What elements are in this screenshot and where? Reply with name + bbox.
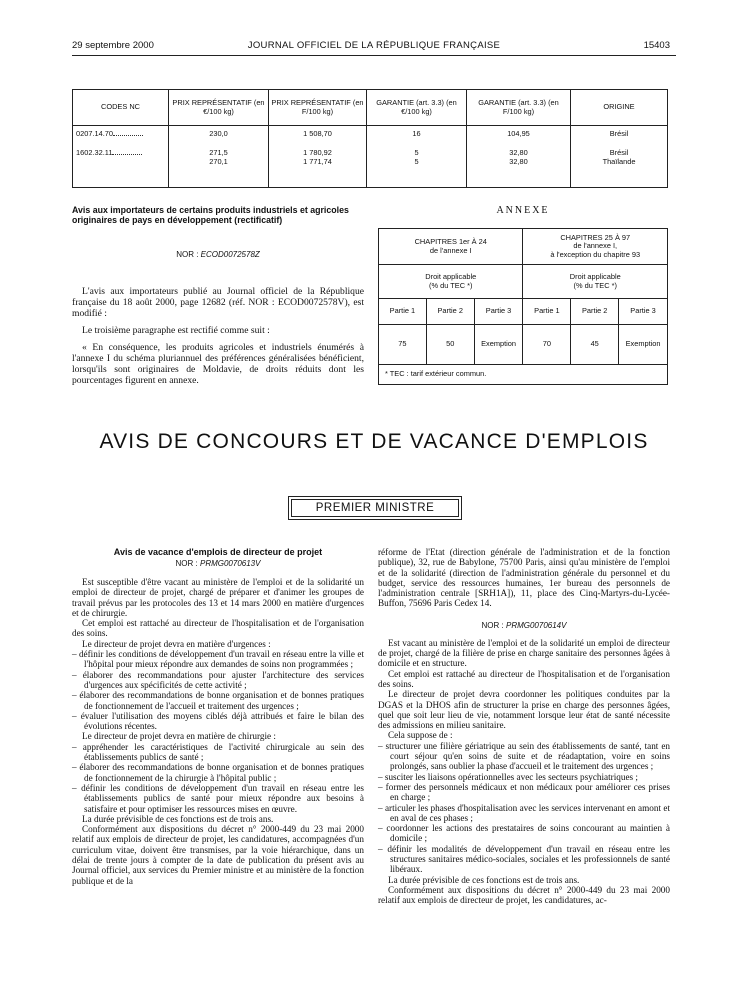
prix-f-cell: 1 508,70	[303, 129, 332, 138]
garantie-eur-cell: 5	[414, 157, 419, 167]
list-item: – évaluer l'utilisation des moyens ciblés déjà attribués et faire le bilan des évolutions récentes.	[72, 710, 364, 732]
header-date: 29 septembre 2000	[72, 40, 154, 51]
paragraph: Cela suppose de :	[388, 730, 453, 741]
paragraph: La durée prévisible de ces fonctions est de trois ans.	[388, 874, 580, 885]
nor-reference: NOR : ECOD0072578Z	[176, 250, 260, 259]
list-item: – coordonner les actions des prestataires de soins concourant au maintien à domicile ;	[378, 823, 670, 844]
header-divider	[72, 55, 676, 56]
chirurgie-list	[72, 742, 364, 814]
paragraph: « En conséquence, les produits agricoles et industriels énumérés à l'annexe I du schéma pluriannuel des préférences généralisées bénéficient, lorsqu'ils sont originaires de Moldavie, de droits réduits dont les pourcentages figurent en annexe.	[72, 342, 364, 387]
chapitres-25-97-header: CHAPITRES 25 À 97 de l'annexe I, à l'exception du chapitre 93	[523, 229, 668, 265]
ministry-label: PREMIER MINISTRE	[291, 499, 459, 517]
partie-header: Partie 2	[426, 299, 474, 325]
partie-header: Partie 3	[619, 299, 668, 325]
list-item: – élaborer des recommandations de bonne organisation et de bonnes pratiques de fonctionnement de l'accueil et traitement des urgences ;	[72, 690, 364, 711]
list-item: – structurer une filière gériatrique au sein des établissements de santé, tant en court séjour qu'en soins de suite et de réadaptation, voire en soins prolongés, sans oublier la phase d'accueil et le traitement des urgences ;	[378, 740, 670, 772]
code-cell: 1602.32.11	[76, 148, 165, 158]
journal-title: JOURNAL OFFICIEL DE LA RÉPUBLIQUE FRANÇAISE	[247, 40, 501, 51]
list-item: – former des personnels médicaux et non médicaux pour améliorer ces prises en charge ;	[378, 781, 670, 803]
urgences-list	[72, 649, 364, 731]
annexe-value-cell: 50	[426, 325, 474, 365]
vacance-title: Avis de vacance d'emplois de directeur de projet	[113, 547, 323, 557]
nor-reference: NOR : PRMG0070614V	[481, 620, 567, 630]
prix-eur-cell: 271,5	[209, 147, 228, 157]
col-header-prix-f: PRIX REPRÉSENTATIF (en F/100 kg)	[269, 90, 367, 126]
paragraph: Le directeur de projet devra en matière de chirurgie :	[82, 731, 276, 742]
partie-header: Partie 3	[474, 299, 523, 325]
annexe-value-cell: 70	[523, 325, 571, 365]
paragraph: Est susceptible d'être vacant au ministère de l'emploi et de la solidarité un emploi de directeur de projet, chargé de préparer et d'animer les groupes de travail prévus par les protocoles des 13 et 14 mars 2000 en matière d'urgences et de chirurgie.	[72, 577, 364, 618]
prix-f-cell: 1 771,74	[303, 157, 332, 167]
paragraph: Le directeur de projet devra en matière d'urgences :	[82, 638, 271, 649]
prix-f-cell: 1 780,92	[303, 147, 332, 157]
ministry-box	[288, 496, 462, 520]
avis-importateurs-title: Avis aux importateurs de certains produits industriels et agricoles originaires de pays en développement (rectificatif)	[72, 205, 349, 225]
droit-applicable-header: Droit applicable (% du TEC *)	[523, 265, 668, 299]
list-item: – définir les modalités de développement d'un travail en réseau entre les structures sanitaires médico-sociales, sociales et les professionnels de santé libéraux.	[378, 843, 670, 875]
origine-cell: Thaïlande	[602, 157, 636, 167]
vacance-body-continued	[378, 547, 670, 609]
paragraph: Cet emploi est rattaché au directeur de l'hospitalisation et de l'organisation des soins.	[378, 668, 670, 689]
page-number: 15403	[643, 40, 670, 51]
paragraph: Le directeur de projet devra coordonner les politiques conduites par la DGAS et la DHOS afin de structurer la prise en charge des personnes âgées, quel que soit leur lieu de vie, notamment lorsque leur état de santé nécessite des admissions en milieu sanitaire.	[378, 689, 670, 731]
garantie-f-cell: 32,80	[509, 147, 528, 157]
partie-header: Partie 1	[379, 299, 427, 325]
price-table	[72, 89, 668, 188]
paragraph: Cet emploi est rattaché au directeur de l'hospitalisation et de l'organisation des soins.	[72, 618, 364, 639]
table-row	[73, 126, 668, 188]
origine-cell: Brésil	[609, 147, 629, 157]
chapitres-1-24-header: CHAPITRES 1er À 24 de l'annexe I	[379, 229, 523, 265]
garantie-f-cell: 32,80	[509, 157, 528, 167]
avis-importateurs-body	[72, 286, 364, 386]
annexe-value-cell: 45	[571, 325, 619, 365]
garantie-eur-cell: 5	[414, 147, 419, 157]
annexe-value-cell: 75	[379, 325, 427, 365]
paragraph: L'avis aux importateurs publié au Journal officiel de la République française du 18 août 2000, page 12682 (réf. NOR : ECOD0072578V), est modifié :	[72, 286, 364, 320]
paragraph: Conformément aux dispositions du décret n° 2000-449 du 23 mai 2000 relatif aux emplois de directeur de projet, les candidatures, ac-	[378, 884, 670, 906]
paragraph: Est vacant au ministère de l'emploi et de la solidarité un emploi de directeur de projet, chargé de la filière de prise en charge sanitaire des personnes âgées à domicile et en structure.	[378, 637, 670, 669]
paragraph: Conformément aux dispositions du décret n° 2000-449 du 23 mai 2000 relatif aux emplois de directeur de projet, les candidatures, accompagnées d'un curriculum vitae, doivent être transmises, par la voie hiérarchique, dans un délai de trente jours à compter de la date de publication du présent avis au Journal officiel, aux services du Premier ministre et au ministère de la fonction publique et de la	[72, 824, 364, 886]
col-header-garantie-f: GARANTIE (art. 3.3) (en F/100 kg)	[467, 90, 571, 126]
col-header-garantie-eur: GARANTIE (art. 3.3) (en €/100 kg)	[367, 90, 467, 126]
col-header-codes: CODES NC	[73, 90, 169, 126]
paragraph: réforme de l'Etat (direction générale de l'administration et de la fonction publique), 32, rue de Babylone, 75700 Paris, ainsi qu'au ministère de l'emploi et de la solidarité (direction de l'administration générale du personnel et du budget, service des ressources humaines, 1er bureau des personnels de l'administration centrale [SRH1A]), 11, place des Cinq-Martyrs-du-Lycée-Buffon, 75696 Paris Cedex 14.	[378, 547, 670, 609]
annexe-value-cell: Exemption	[619, 325, 668, 365]
garantie-eur-cell: 16	[412, 129, 421, 138]
missions-list	[378, 741, 670, 875]
paragraph: La durée prévisible de ces fonctions est de trois ans.	[82, 813, 274, 824]
garantie-f-cell: 104,95	[507, 129, 530, 138]
main-heading: AVIS DE CONCOURS ET DE VACANCE D'EMPLOIS	[99, 430, 649, 453]
nor-reference: NOR : PRMG0070613V	[175, 559, 261, 568]
vacance-body-2	[378, 638, 670, 906]
list-item: – susciter les liaisons opérationnelles avec les secteurs psychiatriques ;	[378, 771, 638, 782]
list-item: – élaborer des recommandations de bonne organisation et de bonnes pratiques de fonctionnement de la chirurgie à l'hôpital public ;	[72, 762, 364, 783]
paragraph: Le troisième paragraphe est rectifié comme suit :	[82, 325, 270, 337]
vacance-body	[72, 577, 364, 886]
code-cell: 0207.14.70	[76, 129, 165, 139]
partie-header: Partie 1	[523, 299, 571, 325]
col-header-prix-eur: PRIX REPRÉSENTATIF (en €/100 kg)	[169, 90, 269, 126]
table-header-row	[73, 90, 668, 126]
annexe-title: ANNEXE	[496, 205, 550, 216]
left-column	[72, 547, 364, 886]
prix-eur-cell: 270,1	[209, 157, 228, 167]
droit-applicable-header: Droit applicable (% du TEC *)	[379, 265, 523, 299]
right-column	[378, 547, 670, 906]
list-item: – appréhender les caractéristiques de l'activité chirurgicale au sein des établissements publics de santé ;	[72, 741, 364, 763]
origine-cell: Brésil	[609, 129, 629, 138]
annexe-table	[378, 228, 668, 385]
col-header-origine: ORIGINE	[571, 90, 668, 126]
list-item: – articuler les phases d'hospitalisation avec les services intervenant en amont et en aval de ces phases ;	[378, 802, 670, 823]
annexe-value-cell: Exemption	[474, 325, 523, 365]
annexe-footnote: * TEC : tarif extérieur commun.	[379, 365, 668, 385]
prix-eur-cell: 230,0	[209, 129, 228, 138]
partie-header: Partie 2	[571, 299, 619, 325]
list-item: – définir les conditions de développement d'un travail en réseau entre les établissements publics de santé pour mieux répondre aux besoins à satisfaire et pour optimiser les ressources mises en œuvre.	[72, 782, 364, 814]
list-item: – définir les conditions de développement d'un travail en réseau entre la ville et l'hôpital pour mieux répondre aux demandes de soins non programmées ;	[72, 649, 364, 670]
list-item: – élaborer des recommandations pour ajuster l'architecture des services d'urgences aux spécificités de cette activité ;	[72, 669, 364, 690]
